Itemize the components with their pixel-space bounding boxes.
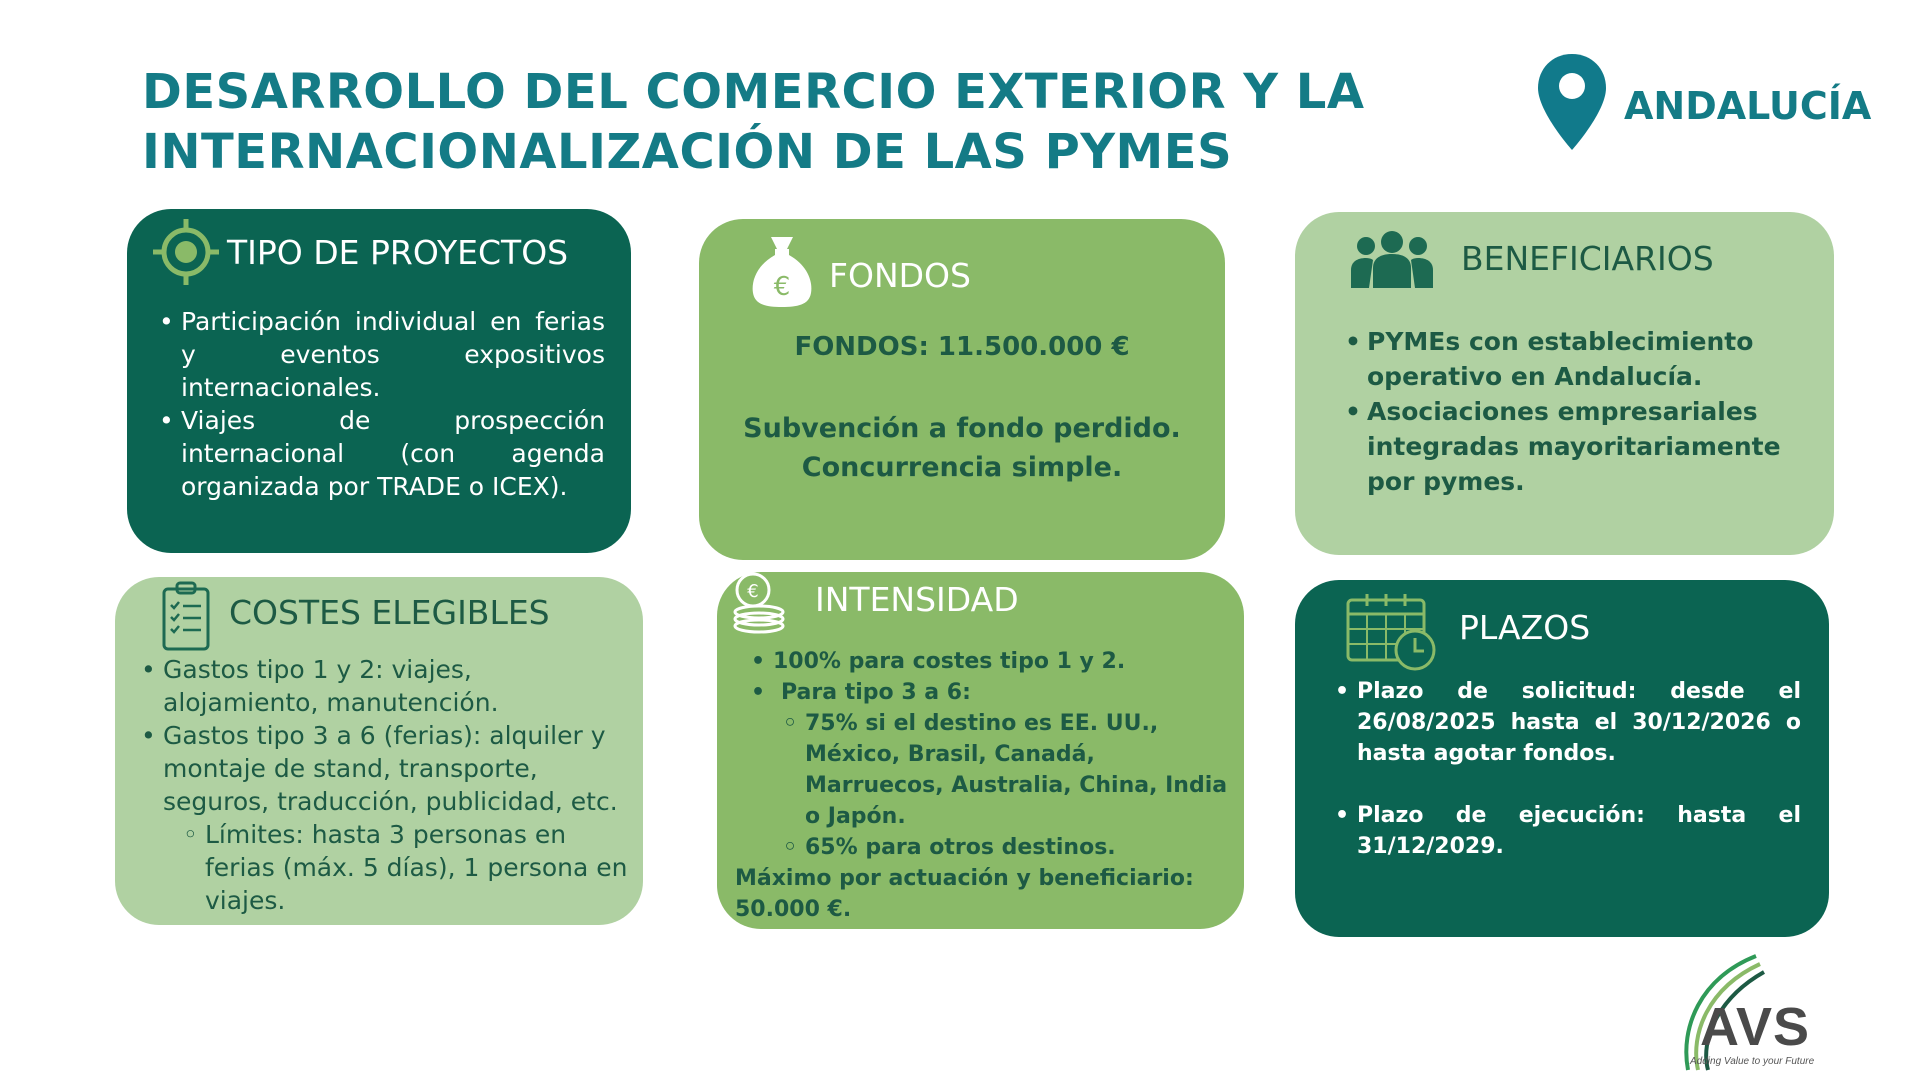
calendar-clock-icon — [1345, 590, 1439, 672]
sub-list-item: ◦ 65% para otros destinos. — [805, 832, 1235, 863]
list-item: • Gastos tipo 1 y 2: viajes, alojamiento, manutención. — [163, 653, 633, 719]
list-item: • Participación individual en ferias y eventos expositivos internacionales. — [181, 305, 605, 404]
sub-list — [205, 818, 633, 917]
list-item-text: Para tipo 3 a 6: — [781, 680, 971, 705]
euro-coins-icon — [731, 570, 787, 634]
sub-list-item: ◦ 75% si el destino es EE. UU., México, Brasil, Canadá, Marruecos, Australia, China, India o Japón. — [805, 708, 1235, 832]
card-title: COSTES ELEGIBLES — [229, 592, 550, 632]
list-item-text: Gastos tipo 3 a 6 (ferias): alquiler y montaje de stand, transporte, seguros, traducción, publicidad, etc. — [163, 721, 618, 816]
card-header — [161, 579, 550, 651]
group-icon — [1349, 228, 1435, 288]
clipboard-checklist-icon — [161, 579, 211, 651]
card-fondos — [699, 219, 1225, 560]
avs-logo — [1660, 948, 1820, 1074]
list-item: • Asociaciones empresariales integradas mayoritariamente por pymes. — [1367, 394, 1807, 499]
funds-amount: FONDOS: 11.500.000 € — [794, 332, 1130, 362]
beneficiaries-list — [1367, 324, 1807, 499]
list-item: • 100% para costes tipo 1 y 2. — [773, 646, 1235, 677]
svg-text:€: € — [773, 272, 791, 302]
costs-list — [163, 653, 633, 917]
card-costes-elegibles — [115, 577, 643, 925]
card-title: BENEFICIARIOS — [1461, 238, 1714, 278]
funds-description — [699, 409, 1225, 487]
avs-logo-name: AVS — [1700, 997, 1811, 1057]
svg-text:€: € — [747, 581, 759, 602]
list-item: • Plazo de solicitud: desde el 26/08/2025 hasta el 30/12/2026 o hasta agotar fondos. — [1357, 676, 1801, 769]
card-header — [731, 570, 1019, 634]
avs-logo-tagline: Adding Value to your Future — [1690, 1056, 1815, 1067]
card-header — [1349, 228, 1714, 288]
max-per-beneficiary: Máximo por actuación y beneficiario: 50.000 €. — [735, 866, 1194, 922]
list-item: • PYMEs con establecimiento operativo en Andalucía. — [1367, 324, 1807, 394]
sub-list-item: ◦ Límites: hasta 3 personas en ferias (máx. 5 días), 1 persona en viajes. — [205, 818, 633, 917]
card-title: FONDOS — [829, 255, 971, 295]
list-item — [163, 719, 633, 917]
card-title: INTENSIDAD — [815, 579, 1019, 619]
page-title — [142, 62, 1365, 182]
list-item: • Plazo de ejecución: hasta el 31/12/2029. — [1357, 800, 1801, 862]
deadlines-list — [1357, 676, 1801, 862]
card-beneficiarios — [1295, 212, 1834, 555]
card-title: PLAZOS — [1459, 607, 1591, 647]
card-title: TIPO DE PROYECTOS — [227, 232, 569, 272]
funds-line-2: Concurrencia simple. — [801, 452, 1123, 483]
sub-list — [805, 708, 1235, 863]
card-header — [749, 233, 971, 309]
project-list — [181, 305, 605, 503]
map-pin-icon — [1536, 52, 1608, 152]
card-intensidad — [717, 572, 1244, 929]
title-line-1: DESARROLLO DEL COMERCIO EXTERIOR Y LA — [142, 64, 1365, 120]
title-line-2: INTERNACIONALIZACIÓN DE LAS PYMES — [142, 124, 1233, 180]
funds-line-1: Subvención a fondo perdido. — [743, 413, 1181, 444]
region-label: ANDALUCÍA — [1624, 84, 1872, 128]
card-tipo-proyectos — [127, 209, 631, 553]
target-icon — [151, 217, 221, 287]
intensity-list — [773, 646, 1235, 863]
list-item — [773, 677, 1235, 863]
card-plazos — [1295, 580, 1829, 937]
list-item: • Viajes de prospección internacional (con agenda organizada por TRADE o ICEX). — [181, 404, 605, 503]
card-header — [151, 217, 568, 287]
region-badge — [1536, 52, 1871, 152]
intensity-content — [735, 646, 1235, 925]
money-bag-euro-icon — [749, 233, 815, 309]
card-header — [1345, 590, 1590, 672]
